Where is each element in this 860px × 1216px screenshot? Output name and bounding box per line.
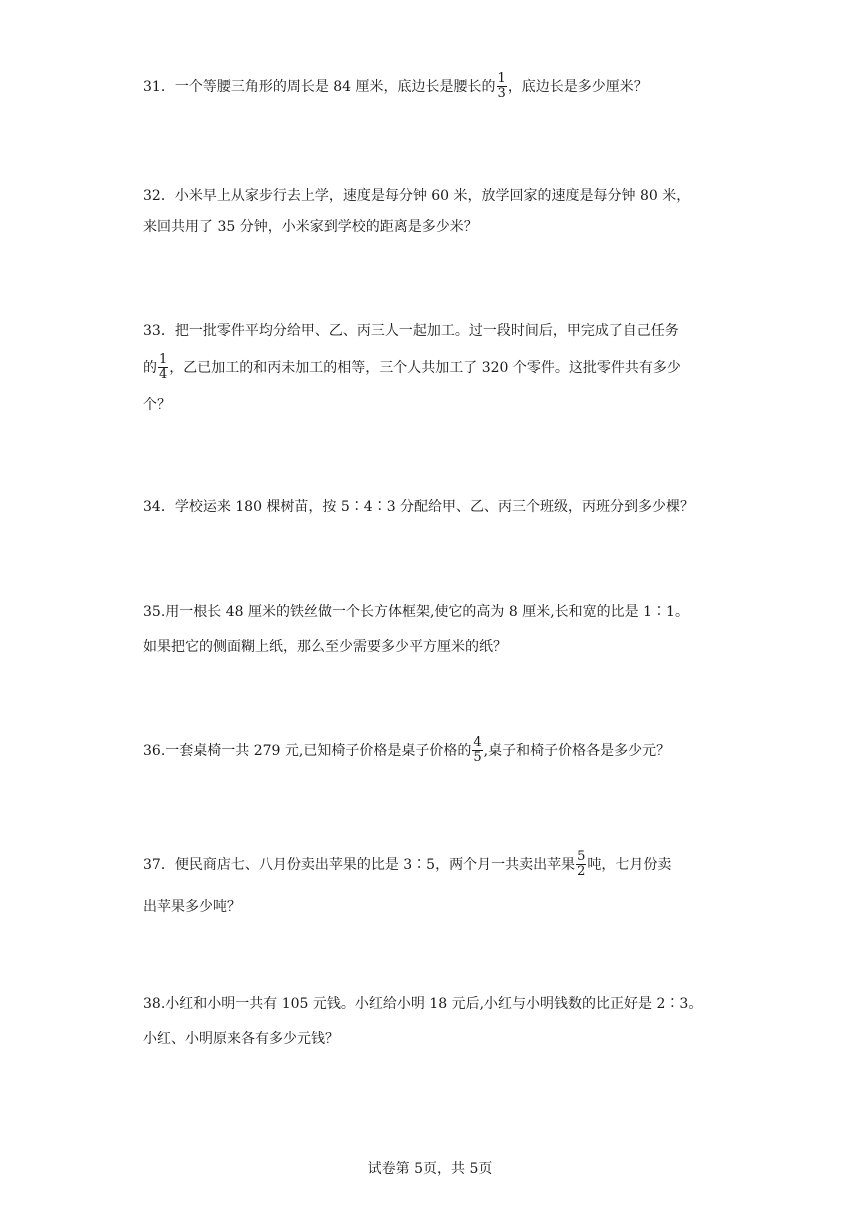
question-line	[143, 353, 723, 384]
question-text: ，底边长是多少厘米？	[507, 79, 648, 95]
fraction-numerator: 1	[497, 70, 506, 86]
fraction-numerator: 1	[159, 351, 168, 367]
fraction-denominator: 4	[159, 366, 168, 382]
fraction	[472, 736, 482, 765]
fraction-denominator: 2	[577, 863, 586, 879]
fraction-denominator: 3	[497, 85, 506, 101]
fraction-numerator: 5	[577, 848, 586, 864]
question-line: 出苹果多少吨？	[143, 899, 241, 915]
page-footer: 试卷第 5页，共 5页	[367, 1161, 493, 1177]
question-line	[143, 72, 723, 103]
question-line: 33．把一批零件平均分给甲、乙、丙三人一起加工。过一段时间后，甲完成了自己任务	[143, 323, 679, 339]
question-line: 32．小米早上从家步行去上学，速度是每分钟 60 米，放学回家的速度是每分钟 80 米，	[143, 188, 691, 204]
question-38	[143, 989, 723, 1055]
question-line: 35.用一根长 48 厘米的铁丝做一个长方体框架,使它的高为 8 厘米,长和宽的比是 1∶1。	[143, 604, 689, 620]
question-line	[143, 850, 723, 881]
question-text: ，乙已加工的和丙未加工的相等，三个人共加工了 320 个零件。这批零件共有多少	[169, 360, 681, 376]
question-line: 如果把它的侧面糊上纸，那么至少需要多少平方厘米的纸？	[143, 639, 507, 655]
fraction-denominator: 5	[473, 749, 482, 765]
question-text: 31．一个等腰三角形的周长是 84 厘米，底边长是腰长的	[143, 79, 496, 95]
fraction	[576, 850, 586, 879]
question-text: ,桌子和椅子价格各是多少元？	[483, 743, 671, 759]
question-36	[143, 736, 723, 767]
question-line: 38.小红和小明一共有 105 元钱。小红给小明 18 元后,小红与小明钱数的比正好是 2∶3。	[143, 996, 703, 1012]
fraction-numerator: 4	[473, 734, 482, 750]
question-line: 个？	[143, 397, 171, 413]
fraction	[158, 353, 168, 382]
question-37	[143, 850, 723, 923]
question-35	[143, 597, 723, 663]
question-text: 37．便民商店七、八月份卖出苹果的比是 3∶5，两个月一共卖出苹果	[143, 857, 576, 873]
question-line: 来回共用了 35 分钟，小米家到学校的距离是多少米？	[143, 219, 478, 235]
question-32	[143, 181, 723, 243]
fraction	[497, 72, 507, 101]
question-line: 34．学校运来 180 棵树苗，按 5∶4∶3 分配给甲、乙、丙三个班级，丙班分到多少棵？	[143, 499, 695, 515]
question-line: 小红、小明原来各有多少元钱？	[143, 1031, 339, 1047]
question-34	[143, 492, 723, 523]
question-text: 36.一套桌椅一共 279 元,已知椅子价格是桌子价格的	[143, 743, 472, 759]
question-text: 的	[143, 360, 157, 376]
question-line	[143, 736, 723, 767]
question-33	[143, 316, 723, 421]
question-text: 吨，七月份卖	[587, 857, 672, 873]
question-31	[143, 72, 723, 103]
